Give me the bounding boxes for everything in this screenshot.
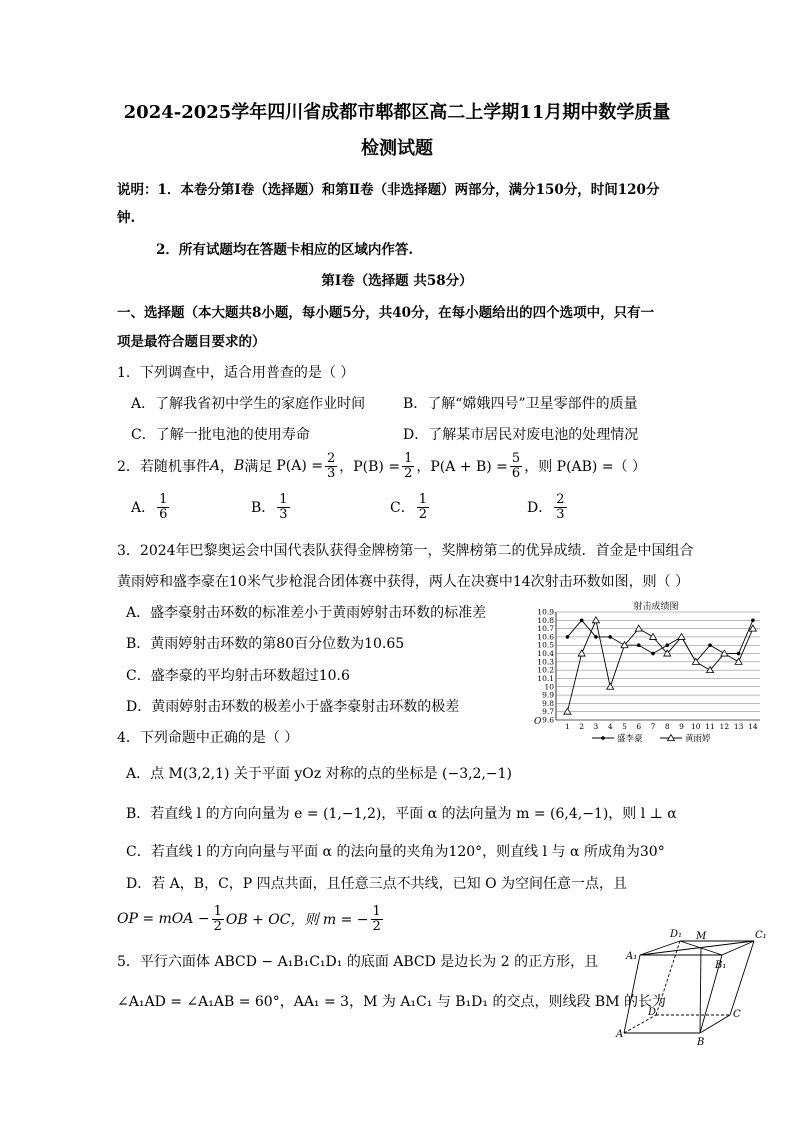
data-point-huang [578,650,585,656]
y-tick-label: 9.6 [542,715,554,725]
fraction-denominator: 3 [556,506,565,522]
section1-line2: 项是最符合题目要求的） [117,334,266,350]
q2-pab-label: ，P(A + B) = [416,459,508,476]
fraction-denominator: 3 [279,506,288,522]
y-tick-label: 9.9 [542,690,554,700]
fraction-denominator: 3 [326,465,336,481]
q2-pb-label: ，P(B) = [339,459,401,476]
q2-pa-fraction [325,452,337,480]
fraction-denominator: 6 [511,465,521,481]
q3-option-d: D．黄雨婷射击环数的极差小于盛李豪射击环数的极差 [126,699,460,715]
q5-stem-line1: 5．平行六面体 ABCD − A₁B₁C₁D₁ 的底面 ABCD 是边长为 2 的正方形，且 [117,954,599,970]
edge-aa1 [624,955,640,1033]
x-tick-label: 2 [579,722,585,731]
q2-pb-fraction [402,452,414,480]
q2-option-d [527,493,569,521]
q2-option-b [251,493,292,521]
y-tick-label: 10.1 [537,673,554,683]
option-fraction [157,493,169,521]
q2-event-b: B [234,458,245,475]
q2-ask: ，则 P(AB) =（ ） [524,459,647,476]
y-tick-label: 10.5 [537,640,554,650]
label-m: M [696,931,707,942]
q1-option-a: A．了解我省初中学生的家庭作业时间 [131,396,366,412]
x-tick-label: 13 [733,722,744,731]
data-point-huang [735,658,742,664]
x-tick-label: 4 [607,722,613,731]
part1-heading: 第Ⅰ卷（选择题 共58分） [321,273,473,289]
chart-series [564,617,756,714]
x-tick-label: 1 [565,722,570,731]
y-tick-label: 10.2 [537,665,554,675]
q2-stem [117,452,646,480]
shooting-score-chart [528,598,762,746]
option-fraction [277,493,289,521]
fraction-denominator: 2 [404,465,413,481]
y-tick-label: 9.8 [542,698,554,708]
series-line-1 [567,620,752,711]
fraction-numerator: 1 [372,904,381,919]
q3-option-c: C．盛李豪的平均射击环数超过10.6 [126,668,350,684]
y-tick-label: 10.6 [537,632,554,642]
fraction-denominator: 2 [372,918,381,934]
x-tick-label: 9 [679,722,684,731]
q3-option-a: A．盛李豪射击环数的标准差小于黄雨婷射击环数的标准差 [126,605,487,621]
fraction-numerator: 2 [326,451,336,466]
instructions-line2: 2．所有试题均在答题卡相应的区域内作答. [156,242,414,258]
y-tick-label: 9.7 [542,707,554,717]
q4-option-a: A．点 M(3,2,1) 关于平面 yOz 对称的点的坐标是 (−3,2,−1) [126,766,513,782]
data-point-huang [635,625,642,631]
x-tick-label: 11 [705,722,715,731]
option-label: A． [131,500,156,517]
fraction-numerator: 2 [556,492,565,507]
chart-y-ticks [537,608,554,725]
x-tick-label: 6 [636,722,642,731]
data-point-huang [678,633,685,639]
q2-satisfy: 满足 [244,459,273,476]
q2-event-a: A [209,458,221,475]
option-fraction [554,493,566,521]
q2-pa-label: P(A) = [276,458,323,475]
data-point-huang [607,683,614,689]
fraction-numerator: 1 [404,451,413,466]
q4-stem: 4．下列命题中正确的是（ ） [117,730,299,746]
fraction-numerator: 1 [213,904,222,919]
x-tick-label: 5 [622,722,627,731]
x-tick-label: 7 [650,722,656,731]
x-tick-label: 8 [664,722,670,731]
fraction-denominator: 6 [159,506,168,522]
q3-option-b: B．黄雨婷射击环数的第80百分位数为10.65 [126,636,405,652]
data-point-sheng [566,635,570,639]
label-d: D [648,1007,657,1018]
fraction-numerator: 1 [279,492,288,507]
instructions-line1: 说明：1．本卷分第Ⅰ卷（选择题）和第Ⅱ卷（非选择题）两部分，满分150分，时间120分 [117,182,660,198]
chart-origin-label: O [534,717,542,727]
data-point-sheng [737,652,741,656]
option-label: C． [390,500,415,517]
data-point-sheng [637,643,641,647]
x-tick-label: 14 [748,722,758,731]
q4-option-c: C．若直线 l 的方向向量与平面 α 的法向量的夹角为120°，则直线 l 与 α 所成角为30° [126,844,665,860]
chart-x-ticks [565,722,758,731]
x-tick-label: 3 [593,722,599,731]
data-point-huang [650,633,657,639]
fraction-denominator: 2 [213,918,222,934]
q2-option-a [131,493,171,521]
label-c1: C₁ [755,930,767,941]
q1-option-c: C．了解一批电池的使用寿命 [131,427,310,443]
data-point-sheng [608,635,612,639]
data-point-sheng [594,635,598,639]
x-tick-label: 12 [719,722,730,731]
data-point-sheng [708,643,712,647]
vector-expression: OP = mOA − [117,911,210,928]
fraction-numerator: 1 [159,492,168,507]
chart-title: 射击成绩图 [633,602,679,612]
q2-pab-fraction [510,452,522,480]
fraction-numerator: 5 [511,451,521,466]
section1-line1: 一、选择题（本大题共8小题，每小题5分，共40分，在每小题给出的四个选项中，只有一 [117,305,655,321]
q4-option-d-line1: D．若 A，B，C，P 四点共面，且任意三点不共线，已知 O 为空间任意一点，且 [126,876,628,892]
q2-prefix: 2．若随机事件 [117,459,210,476]
q1-option-b: B．了解“嫦娥四号”卫星零部件的质量 [403,396,638,412]
segment-bm [700,948,701,1033]
data-point-huang [721,650,728,656]
label-d1: D₁ [670,929,683,940]
q5-stem-line2: ∠A₁AD = ∠A₁AB = 60°，AA₁ = 3，M 为 A₁C₁ 与 B₁D₁ 的交点，则线段 BM 的长为 [117,994,666,1010]
option-label: D． [527,500,553,517]
label-b: B [697,1037,705,1048]
data-point-sheng [580,619,584,623]
label-a1: A₁ [626,951,638,962]
q2-comma: ， [220,459,235,476]
vector-expression: OB + OC，则 m = − [225,912,369,929]
label-b1: B₁ [715,960,727,971]
label-a: A [616,1029,624,1040]
chart-legend [592,733,711,744]
y-tick-label: 10 [544,682,554,692]
option-label: B． [251,500,276,517]
instructions-line1-cont: 钟. [117,210,136,226]
data-point-sheng [651,652,655,656]
page-title-line2: 检测试题 [361,138,433,159]
parallelepiped-figure [614,925,774,1050]
legend-label-sheng: 盛李豪 [617,734,643,744]
legend-label-huang: 黄雨婷 [685,734,711,744]
y-tick-label: 10.3 [537,657,554,667]
chart-grid [556,612,760,720]
fraction-numerator: 1 [418,492,427,507]
y-tick-label: 10.8 [537,615,554,625]
y-tick-label: 10.4 [537,649,554,659]
legend-marker-sheng [601,736,605,740]
q4-option-d-line2 [117,905,385,933]
option-fraction [417,493,429,521]
page-title: 2024-2025学年四川省成都市郫都区高二上学期11月期中数学质量 [123,102,671,123]
edge-dd1 [656,941,680,1015]
q1-option-d: D．了解某市居民对废电池的处理情况 [403,427,639,443]
data-point-huang [564,708,571,714]
x-tick-label: 10 [691,722,701,731]
option-fraction [371,905,383,933]
y-tick-label: 10.7 [537,624,554,634]
data-point-sheng [751,619,755,623]
q2-option-c [390,493,431,521]
fraction-denominator: 2 [418,506,427,522]
data-point-sheng [665,643,669,647]
y-tick-label: 10.9 [537,607,554,617]
q1-stem: 1．下列调查中，适合用普查的是（ ） [117,365,355,381]
option-fraction [212,905,224,933]
q3-stem-line1: 3．2024年巴黎奥运会中国代表队获得金牌榜第一，奖牌榜第二的优异成绩．首金是中国组合 [117,543,694,559]
q4-option-b: B．若直线 l 的方向向量为 e = (1,−1,2)，平面 α 的法向量为 m = (6,4,−1)，则 l ⊥ α [126,806,677,822]
label-c: C [733,1009,741,1020]
q3-stem-line2: 黄雨婷和盛李豪在10米气步枪混合团体赛中获得，两人在决赛中14次射击环数如图，则（ ） [117,574,690,590]
edge-cc1 [730,941,754,1015]
data-point-huang [592,617,599,623]
